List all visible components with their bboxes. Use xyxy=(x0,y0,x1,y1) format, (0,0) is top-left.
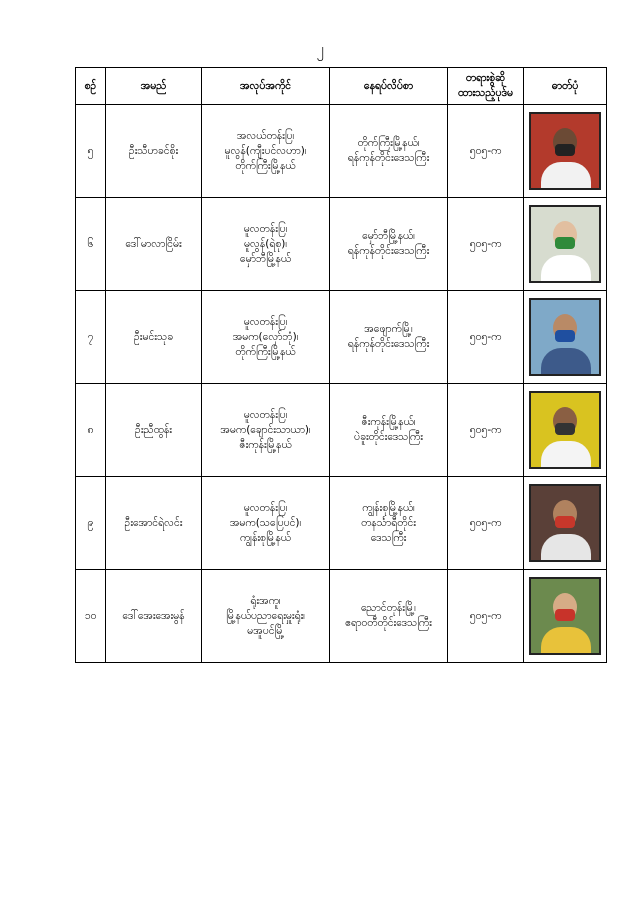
photo-accent xyxy=(555,609,575,621)
charge-section: ၅၀၅-က xyxy=(448,384,524,477)
photo-body xyxy=(541,255,591,283)
address-line: တိုက်ကြီးမြို့နယ်၊ xyxy=(357,137,420,149)
occupation-cell xyxy=(202,477,330,570)
photo-accent xyxy=(555,516,575,528)
photo-body xyxy=(541,348,591,376)
photo-accent xyxy=(555,423,575,435)
occupation-line: အမက(ချောင်းသာယာ)၊ xyxy=(220,423,311,436)
address-line: ရန်ကုန်တိုင်းဒေသကြီး xyxy=(347,338,430,350)
header-section-line: ထားသည့်ပုဒ်မ xyxy=(458,87,513,99)
charge-section: ၅၀၅-က xyxy=(448,105,524,198)
address-line: တနင်္သာရီတိုင်း xyxy=(361,516,416,529)
occupation-line: မူလတန်းပြ၊ xyxy=(243,315,288,328)
address-line: ပဲခူးတိုင်းဒေသကြီး xyxy=(354,431,423,443)
header-name: အမည် xyxy=(106,68,202,105)
occupation-cell xyxy=(202,570,330,663)
occupation-line: ကျွန်းစုမြို့နယ် xyxy=(240,531,291,544)
photo-accent xyxy=(555,330,575,342)
person-name: ဦးအောင်ရဲလင်း xyxy=(106,477,202,570)
header-row xyxy=(76,68,607,105)
row-number: ၉ xyxy=(76,477,106,570)
photo-accent xyxy=(555,144,575,156)
detainee-table xyxy=(75,67,607,663)
photo-body xyxy=(541,627,591,655)
photo-cell xyxy=(524,384,607,477)
address-cell xyxy=(330,384,448,477)
person-name: ဦးမင်းသုခ xyxy=(106,291,202,384)
occupation-line: မူလတန်းပြ၊ xyxy=(243,408,288,421)
address-line: ဧရာဝတီတိုင်းဒေသကြီး xyxy=(345,617,432,629)
photo-cell xyxy=(524,198,607,291)
person-photo xyxy=(529,391,601,469)
table-row xyxy=(76,570,607,663)
table-row xyxy=(76,105,607,198)
person-photo xyxy=(529,112,601,190)
header-photo: ဓာတ်ပုံ xyxy=(524,68,607,105)
address-line: အဖျောက်မြို့၊ xyxy=(364,323,413,335)
person-name: ဦးသီဟခင်စိုး xyxy=(106,105,202,198)
occupation-line: အမက(လှော်ဘုံ)၊ xyxy=(232,330,299,343)
occupation-line: ဇီးကုန်းမြို့နယ် xyxy=(239,438,292,451)
header-section-line: တရားစွဲဆို xyxy=(465,72,506,84)
person-name: ဒေါ်အေးအေးမွန် xyxy=(106,570,202,663)
photo-body xyxy=(541,534,591,562)
address-cell xyxy=(330,570,448,663)
occupation-line: မှော်ဘီမြို့နယ် xyxy=(239,252,292,265)
address-cell xyxy=(330,105,448,198)
occupation-cell xyxy=(202,291,330,384)
row-number: ၁၀ xyxy=(76,570,106,663)
photo-accent xyxy=(555,237,575,249)
occupation-line: မူလွန်(ရဲစု)၊ xyxy=(243,237,288,250)
header-section xyxy=(448,68,524,105)
row-number: ၅ xyxy=(76,105,106,198)
table-row xyxy=(76,384,607,477)
address-line: ကျွန်းစုမြို့နယ်၊ xyxy=(362,501,415,514)
person-photo xyxy=(529,484,601,562)
address-line: ညောင်တုန်းမြို့၊ xyxy=(361,602,416,614)
charge-section: ၅၀၅-က xyxy=(448,291,524,384)
page-number: ၂ xyxy=(316,40,324,58)
table-row xyxy=(76,198,607,291)
row-number: ၈ xyxy=(76,384,106,477)
address-cell xyxy=(330,198,448,291)
occupation-line: မြို့နယ်ပညာရေးမှူးရုံး၊ xyxy=(226,609,305,622)
occupation-line: မအူပင်မြို့ xyxy=(247,624,284,637)
occupation-line: အမက(သပြေပင်)၊ xyxy=(229,516,302,529)
person-photo xyxy=(529,298,601,376)
row-number: ၇ xyxy=(76,291,106,384)
row-number: ၆ xyxy=(76,198,106,291)
address-cell xyxy=(330,477,448,570)
photo-cell xyxy=(524,570,607,663)
occupation-cell xyxy=(202,384,330,477)
address-line: ရန်ကုန်တိုင်းဒေသကြီး xyxy=(347,245,430,257)
header-occupation: အလုပ်အကိုင် xyxy=(202,68,330,105)
person-name: ဦးညီထွန်း xyxy=(106,384,202,477)
table-row xyxy=(76,477,607,570)
charge-section: ၅၀၅-က xyxy=(448,477,524,570)
occupation-cell xyxy=(202,105,330,198)
address-line: ဇီးကုန်းမြို့နယ်၊ xyxy=(361,416,416,428)
charge-section: ၅၀၅-က xyxy=(448,198,524,291)
occupation-line: မူလွန်(ကျီးပင်လဟာ)၊ xyxy=(224,144,307,157)
header-no: စဉ် xyxy=(76,68,106,105)
photo-body xyxy=(541,162,591,190)
photo-cell xyxy=(524,477,607,570)
occupation-line: ရုံးအကူ၊ xyxy=(250,594,281,607)
address-line: ရန်ကုန်တိုင်းဒေသကြီး xyxy=(347,152,430,164)
occupation-line: တိုက်ကြီးမြို့နယ် xyxy=(235,159,296,172)
address-cell xyxy=(330,291,448,384)
person-photo xyxy=(529,205,601,283)
address-line: ဒေသကြီး xyxy=(370,531,407,544)
table-row xyxy=(76,291,607,384)
occupation-line: မူလတန်းပြ၊ xyxy=(243,501,288,514)
charge-section: ၅၀၅-က xyxy=(448,570,524,663)
occupation-cell xyxy=(202,198,330,291)
occupation-line: အလယ်တန်းပြ၊ xyxy=(236,129,295,142)
person-name: ဒေါ်မာလာငြိမ်း xyxy=(106,198,202,291)
occupation-line: မူလတန်းပြ၊ xyxy=(243,222,288,235)
photo-cell xyxy=(524,291,607,384)
header-address: နေရပ်လိပ်စာ xyxy=(330,68,448,105)
person-photo xyxy=(529,577,601,655)
occupation-line: တိုက်ကြီးမြို့နယ် xyxy=(235,345,296,358)
photo-body xyxy=(541,441,591,469)
photo-cell xyxy=(524,105,607,198)
address-line: မှော်ဘီမြို့နယ်၊ xyxy=(362,230,415,242)
